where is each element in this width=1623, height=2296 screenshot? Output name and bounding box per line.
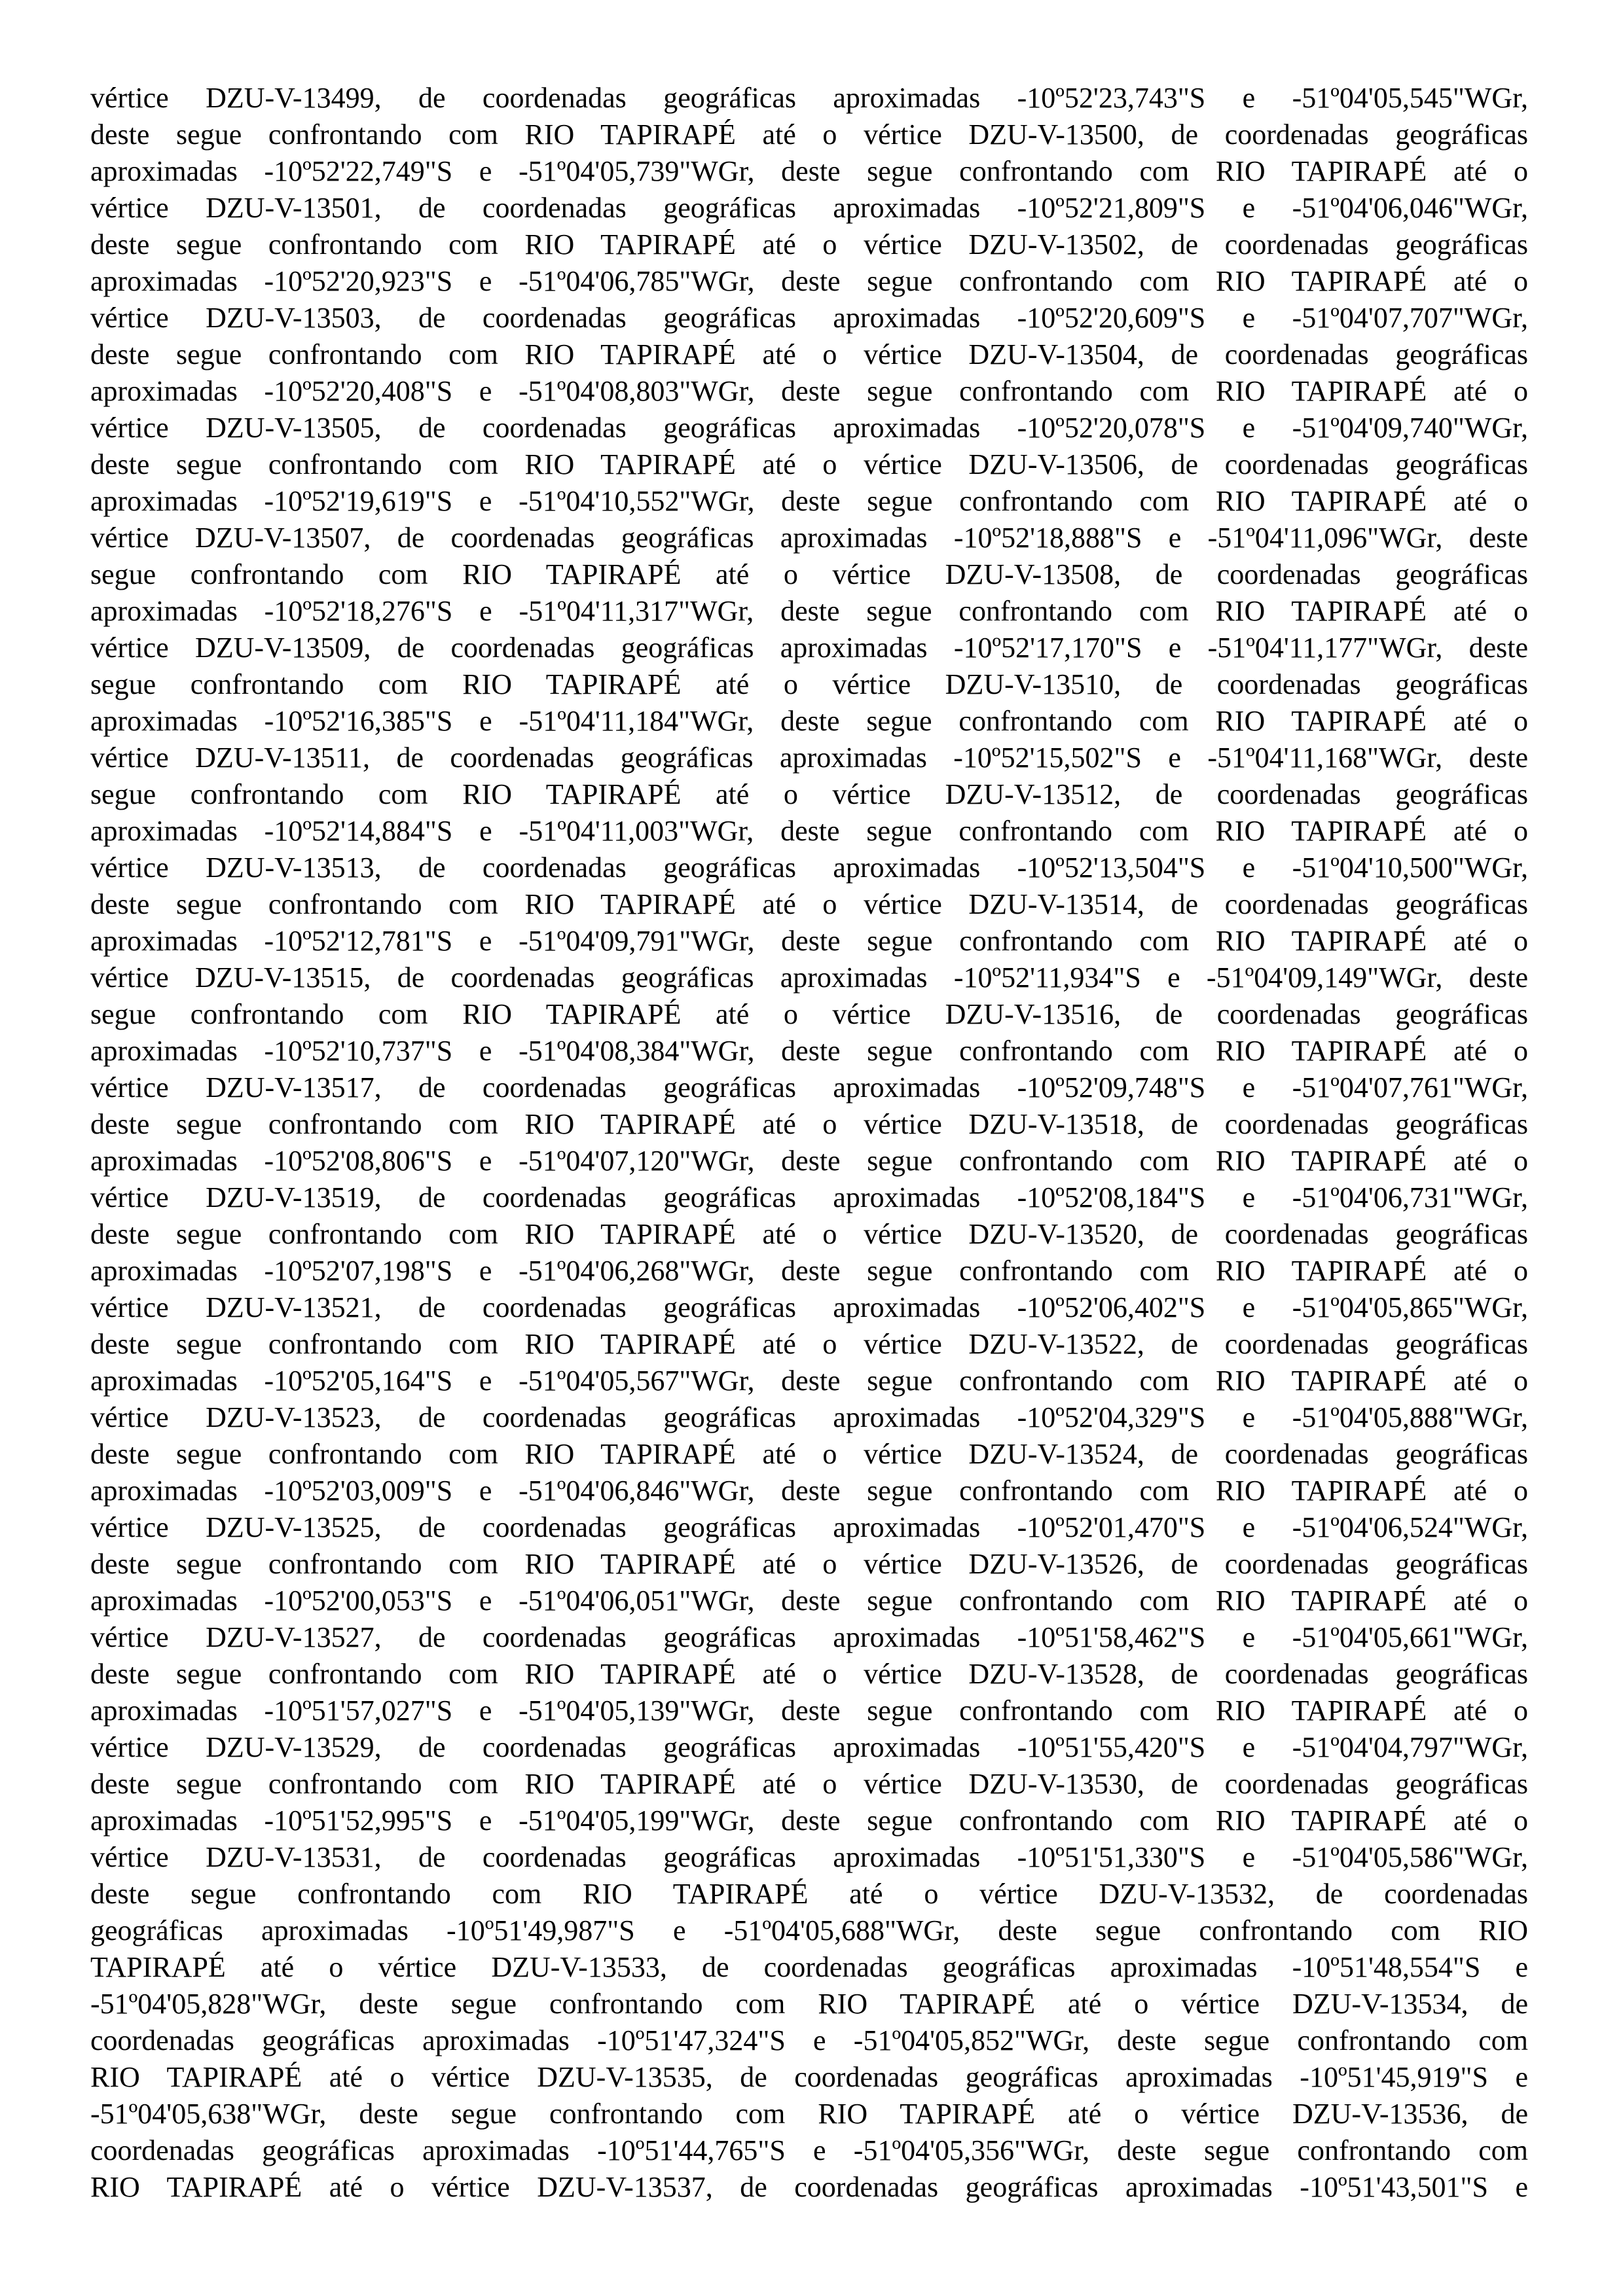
text-line: segue confrontando com RIO TAPIRAPÉ até o vértice DZU-V-13508, de coordenadas geográficas (90, 558, 1528, 590)
text-line: RIO TAPIRAPÉ até o vértice DZU-V-13537, de coordenadas geográficas aproximadas -10º51'43,501"S e (90, 2171, 1528, 2203)
text-line: deste segue confrontando com RIO TAPIRAPÉ até o vértice DZU-V-13500, de coordenadas geográficas (90, 118, 1528, 151)
text-line: aproximadas -10º52'22,749"S e -51º04'05,739"WGr, deste segue confrontando com RIO TAPIRAPÉ até o (90, 155, 1528, 187)
text-line: vértice DZU-V-13499, de coordenadas geográficas aproximadas -10º52'23,743"S e -51º04'05,545"WGr, (90, 82, 1528, 114)
text-line: aproximadas -10º52'20,408"S e -51º04'08,803"WGr, deste segue confrontando com RIO TAPIRAPÉ até o (90, 375, 1528, 407)
text-line: segue confrontando com RIO TAPIRAPÉ até o vértice DZU-V-13512, de coordenadas geográficas (90, 778, 1528, 810)
text-line: -51º04'05,828"WGr, deste segue confrontando com RIO TAPIRAPÉ até o vértice DZU-V-13534, de (90, 1988, 1528, 2020)
text-line: deste segue confrontando com RIO TAPIRAPÉ até o vértice DZU-V-13518, de coordenadas geográficas (90, 1108, 1528, 1140)
text-line: vértice DZU-V-13529, de coordenadas geográficas aproximadas -10º51'55,420"S e -51º04'04,797"WGr, (90, 1731, 1528, 1763)
text-line: vértice DZU-V-13501, de coordenadas geográficas aproximadas -10º52'21,809"S e -51º04'06,046"WGr, (90, 192, 1528, 224)
text-line: aproximadas -10º52'16,385"S e -51º04'11,184"WGr, deste segue confrontando com RIO TAPIRAPÉ até o (90, 705, 1528, 737)
text-line: coordenadas geográficas aproximadas -10º51'44,765"S e -51º04'05,356"WGr, deste segue confrontando com (90, 2134, 1528, 2166)
text-line: coordenadas geográficas aproximadas -10º51'47,324"S e -51º04'05,852"WGr, deste segue confrontando com (90, 2024, 1528, 2056)
text-line: deste segue confrontando com RIO TAPIRAPÉ até o vértice DZU-V-13528, de coordenadas geográficas (90, 1658, 1528, 1690)
text-line: vértice DZU-V-13511, de coordenadas geográficas aproximadas -10º52'15,502"S e -51º04'11,168"WGr, deste (90, 742, 1528, 774)
text-line: deste segue confrontando com RIO TAPIRAPÉ até o vértice DZU-V-13524, de coordenadas geográficas (90, 1438, 1528, 1470)
text-line: vértice DZU-V-13507, de coordenadas geográficas aproximadas -10º52'18,888"S e -51º04'11,096"WGr, deste (90, 522, 1528, 554)
text-line: segue confrontando com RIO TAPIRAPÉ até o vértice DZU-V-13516, de coordenadas geográficas (90, 998, 1528, 1030)
text-line: vértice DZU-V-13521, de coordenadas geográficas aproximadas -10º52'06,402"S e -51º04'05,865"WGr, (90, 1291, 1528, 1323)
text-line: deste segue confrontando com RIO TAPIRAPÉ até o vértice DZU-V-13504, de coordenadas geográficas (90, 338, 1528, 370)
text-line: vértice DZU-V-13515, de coordenadas geográficas aproximadas -10º52'11,934"S e -51º04'09,149"WGr, deste (90, 961, 1528, 994)
text-line: aproximadas -10º52'18,276"S e -51º04'11,317"WGr, deste segue confrontando com RIO TAPIRAPÉ até o (90, 595, 1528, 627)
text-line: aproximadas -10º52'00,053"S e -51º04'06,051"WGr, deste segue confrontando com RIO TAPIRAPÉ até o (90, 1585, 1528, 1617)
text-line: aproximadas -10º51'52,995"S e -51º04'05,199"WGr, deste segue confrontando com RIO TAPIRAPÉ até o (90, 1804, 1528, 1837)
text-line: deste segue confrontando com RIO TAPIRAPÉ até o vértice DZU-V-13530, de coordenadas geográficas (90, 1768, 1528, 1800)
text-line: aproximadas -10º52'07,198"S e -51º04'06,268"WGr, deste segue confrontando com RIO TAPIRAPÉ até o (90, 1255, 1528, 1287)
text-line: vértice DZU-V-13523, de coordenadas geográficas aproximadas -10º52'04,329"S e -51º04'05,888"WGr, (90, 1401, 1528, 1433)
text-line: geográficas aproximadas -10º51'49,987"S e -51º04'05,688"WGr, deste segue confrontando com RIO (90, 1914, 1528, 1946)
text-line: vértice DZU-V-13531, de coordenadas geográficas aproximadas -10º51'51,330"S e -51º04'05,586"WGr, (90, 1841, 1528, 1873)
text-line: aproximadas -10º52'05,164"S e -51º04'05,567"WGr, deste segue confrontando com RIO TAPIRAPÉ até o (90, 1365, 1528, 1397)
text-line: deste segue confrontando com RIO TAPIRAPÉ até o vértice DZU-V-13520, de coordenadas geográficas (90, 1218, 1528, 1250)
text-line: vértice DZU-V-13505, de coordenadas geográficas aproximadas -10º52'20,078"S e -51º04'09,740"WGr, (90, 412, 1528, 444)
text-line: aproximadas -10º51'57,027"S e -51º04'05,139"WGr, deste segue confrontando com RIO TAPIRAPÉ até o (90, 1695, 1528, 1727)
text-line: deste segue confrontando com RIO TAPIRAPÉ até o vértice DZU-V-13532, de coordenadas (90, 1878, 1528, 1910)
text-line: vértice DZU-V-13527, de coordenadas geográficas aproximadas -10º51'58,462"S e -51º04'05,661"WGr, (90, 1621, 1528, 1653)
text-line: deste segue confrontando com RIO TAPIRAPÉ até o vértice DZU-V-13522, de coordenadas geográficas (90, 1328, 1528, 1360)
text-line: -51º04'05,638"WGr, deste segue confrontando com RIO TAPIRAPÉ até o vértice DZU-V-13536, de (90, 2098, 1528, 2130)
text-line: vértice DZU-V-13503, de coordenadas geográficas aproximadas -10º52'20,609"S e -51º04'07,707"WGr, (90, 302, 1528, 334)
text-line: aproximadas -10º52'19,619"S e -51º04'10,552"WGr, deste segue confrontando com RIO TAPIRAPÉ até o (90, 485, 1528, 517)
text-line: aproximadas -10º52'12,781"S e -51º04'09,791"WGr, deste segue confrontando com RIO TAPIRAPÉ até o (90, 925, 1528, 957)
text-line: aproximadas -10º52'14,884"S e -51º04'11,003"WGr, deste segue confrontando com RIO TAPIRAPÉ até o (90, 815, 1528, 847)
text-line: aproximadas -10º52'03,009"S e -51º04'06,846"WGr, deste segue confrontando com RIO TAPIRAPÉ até o (90, 1475, 1528, 1507)
text-line: deste segue confrontando com RIO TAPIRAPÉ até o vértice DZU-V-13502, de coordenadas geográficas (90, 228, 1528, 260)
text-line: vértice DZU-V-13519, de coordenadas geográficas aproximadas -10º52'08,184"S e -51º04'06,731"WGr, (90, 1181, 1528, 1213)
text-line: deste segue confrontando com RIO TAPIRAPÉ até o vértice DZU-V-13526, de coordenadas geográficas (90, 1548, 1528, 1580)
memorial-descritivo-paragraph (90, 80, 1528, 2206)
text-line: aproximadas -10º52'08,806"S e -51º04'07,120"WGr, deste segue confrontando com RIO TAPIRAPÉ até o (90, 1145, 1528, 1177)
text-line: RIO TAPIRAPÉ até o vértice DZU-V-13535, de coordenadas geográficas aproximadas -10º51'45,919"S e (90, 2061, 1528, 2093)
text-line: vértice DZU-V-13525, de coordenadas geográficas aproximadas -10º52'01,470"S e -51º04'06,524"WGr, (90, 1511, 1528, 1543)
text-line: TAPIRAPÉ até o vértice DZU-V-13533, de coordenadas geográficas aproximadas -10º51'48,554"S e (90, 1951, 1528, 1983)
text-line: vértice DZU-V-13513, de coordenadas geográficas aproximadas -10º52'13,504"S e -51º04'10,500"WGr, (90, 852, 1528, 884)
text-line: vértice DZU-V-13509, de coordenadas geográficas aproximadas -10º52'17,170"S e -51º04'11,177"WGr, deste (90, 632, 1528, 664)
text-line: aproximadas -10º52'20,923"S e -51º04'06,785"WGr, deste segue confrontando com RIO TAPIRAPÉ até o (90, 265, 1528, 297)
text-line: segue confrontando com RIO TAPIRAPÉ até o vértice DZU-V-13510, de coordenadas geográficas (90, 668, 1528, 700)
text-line: deste segue confrontando com RIO TAPIRAPÉ até o vértice DZU-V-13506, de coordenadas geográficas (90, 448, 1528, 480)
text-line: aproximadas -10º52'10,737"S e -51º04'08,384"WGr, deste segue confrontando com RIO TAPIRAPÉ até o (90, 1035, 1528, 1067)
text-line: deste segue confrontando com RIO TAPIRAPÉ até o vértice DZU-V-13514, de coordenadas geográficas (90, 888, 1528, 920)
text-line: vértice DZU-V-13517, de coordenadas geográficas aproximadas -10º52'09,748"S e -51º04'07,761"WGr, (90, 1071, 1528, 1103)
